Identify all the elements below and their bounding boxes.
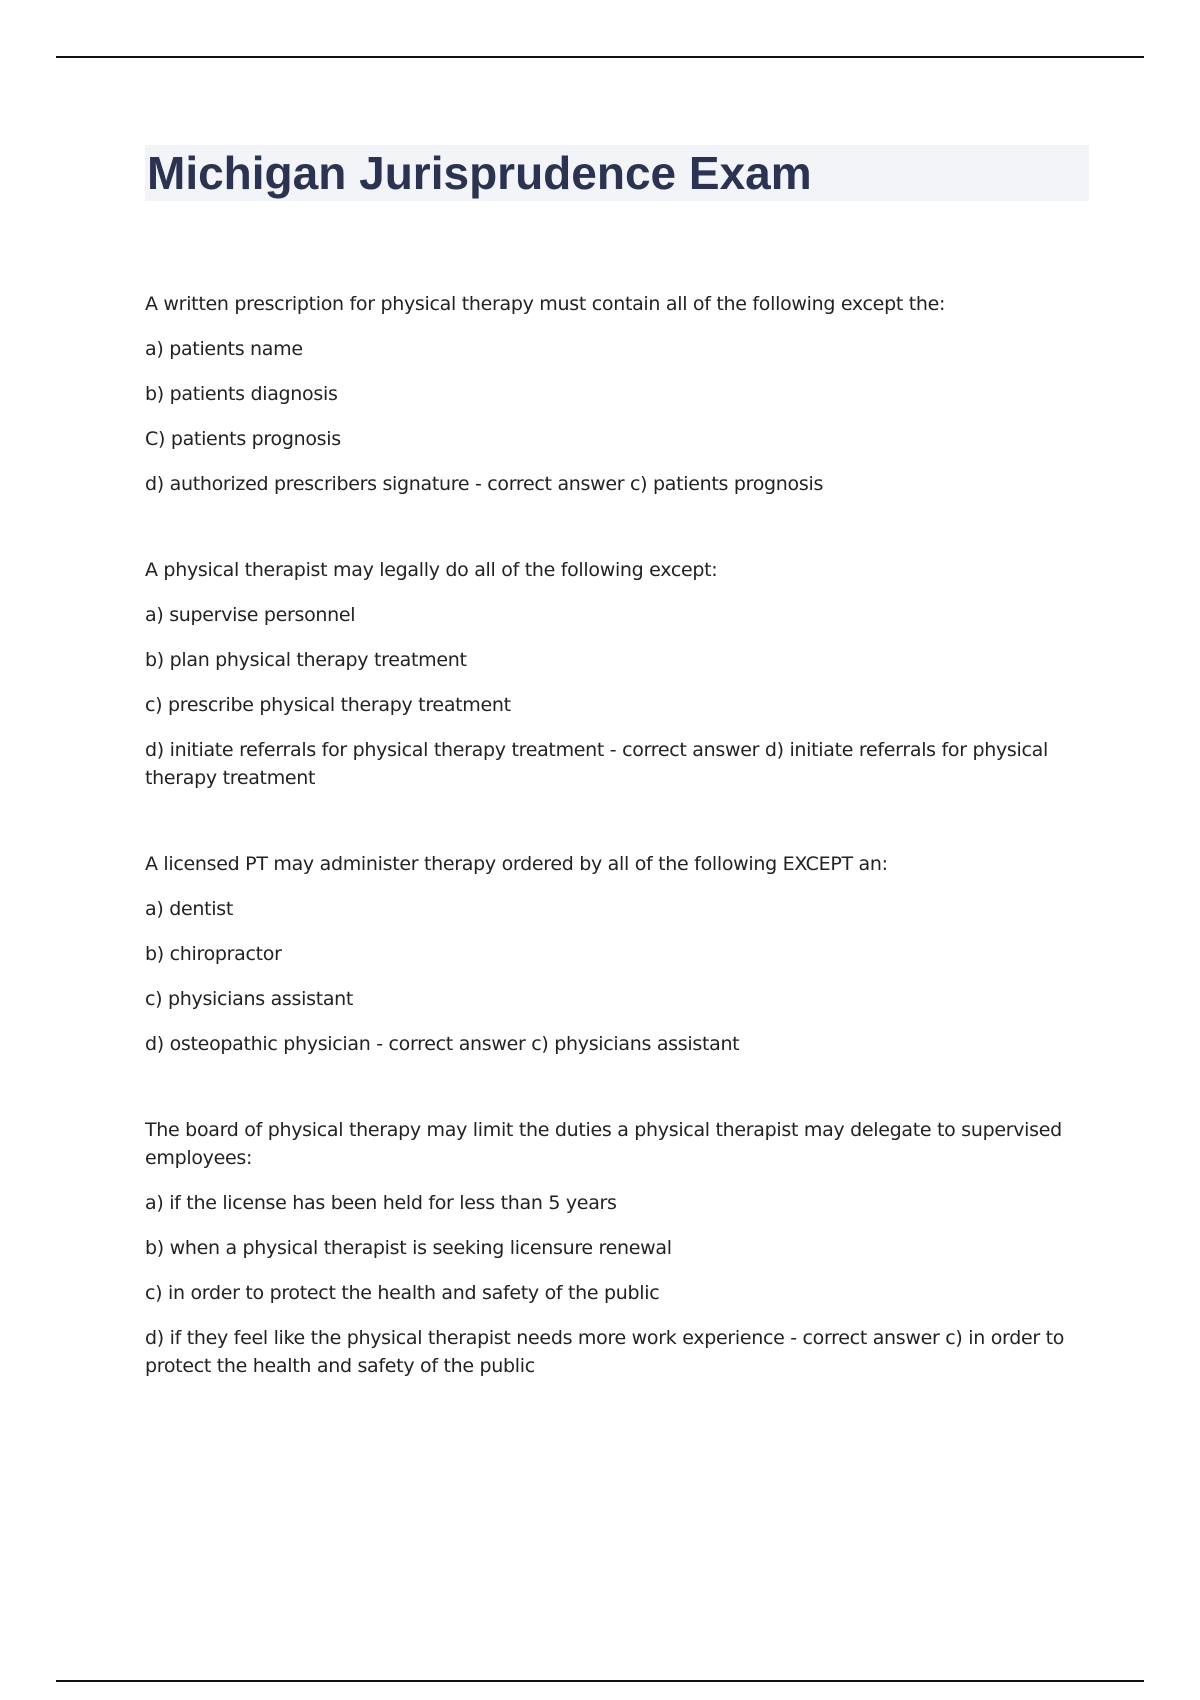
answer-option-c: C) patients prognosis [145, 428, 341, 450]
question-1 [145, 290, 1065, 498]
question-stem: A physical therapist may legally do all of the following except: [145, 559, 718, 581]
question-stem: The board of physical therapy may limit the duties a physical therapist may delegate to supervised employees: [145, 1119, 1062, 1169]
question-3 [145, 850, 1065, 1058]
answer-option-a: a) supervise personnel [145, 604, 356, 626]
question-4 [145, 1116, 1065, 1380]
answer-option-c: c) physicians assistant [145, 988, 354, 1010]
answer-option-d: d) osteopathic physician - correct answer c) physicians assistant [145, 1033, 740, 1055]
question-stem: A licensed PT may administer therapy ordered by all of the following EXCEPT an: [145, 853, 888, 875]
answer-option-c: c) prescribe physical therapy treatment [145, 694, 511, 716]
answer-option-d: d) if they feel like the physical therapist needs more work experience - correct answer c) in order to protect the health and safety of the public [145, 1327, 1065, 1377]
question-stem: A written prescription for physical therapy must contain all of the following except the: [145, 293, 946, 315]
answer-option-b: b) plan physical therapy treatment [145, 649, 467, 671]
answer-option-a: a) dentist [145, 898, 233, 920]
bottom-divider [56, 1680, 1144, 1682]
question-list [145, 290, 1065, 1438]
answer-option-a: a) if the license has been held for less than 5 years [145, 1192, 617, 1214]
top-divider [56, 56, 1144, 58]
answer-option-b: b) patients diagnosis [145, 383, 338, 405]
answer-option-d: d) initiate referrals for physical therapy treatment - correct answer d) initiate referrals for physical therapy treatment [145, 739, 1048, 789]
answer-option-c: c) in order to protect the health and safety of the public [145, 1282, 660, 1304]
answer-option-a: a) patients name [145, 338, 303, 360]
page-title: Michigan Jurisprudence Exam [147, 147, 812, 199]
answer-option-d: d) authorized prescribers signature - correct answer c) patients prognosis [145, 473, 824, 495]
answer-option-b: b) chiropractor [145, 943, 282, 965]
question-2 [145, 556, 1065, 792]
answer-option-b: b) when a physical therapist is seeking licensure renewal [145, 1237, 672, 1259]
